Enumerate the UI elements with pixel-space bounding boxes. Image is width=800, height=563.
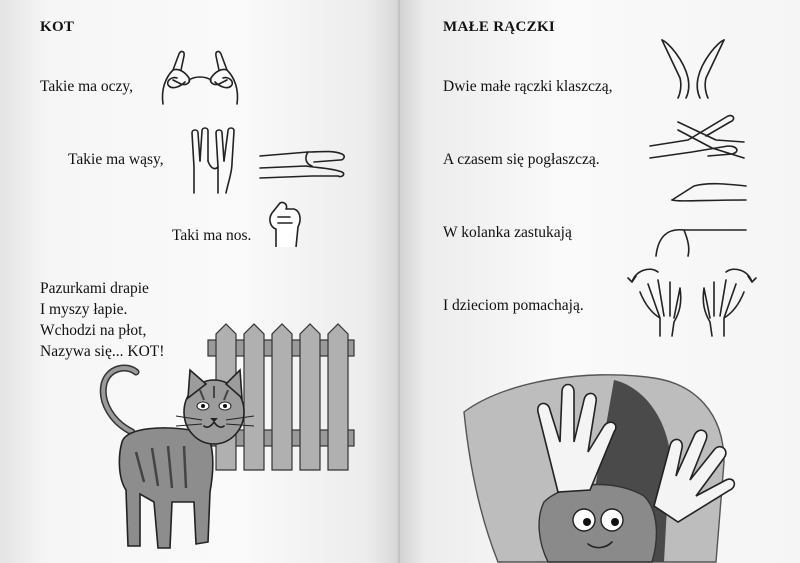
knee-tapping-hand-icon [652,178,748,258]
fingers-whiskers-gesture-icon [188,127,244,195]
line-nose: Taki ma nos. [172,227,252,244]
poem-title-kot: KOT [40,19,75,35]
line-eyes: Takie ma oczy, [40,78,134,95]
fist-nose-gesture-icon [266,199,306,249]
waving-hands-icon [626,262,758,338]
poem-line: Nazywa się... KOT! [40,343,165,360]
fingers-whiskers-side-icon [258,142,348,182]
poem-line: Pazurkami drapie [40,280,149,297]
cat-icon [92,362,272,562]
hands-eyes-gesture-icon [155,42,245,112]
line-knees: W kolanka zastukają [443,224,572,241]
poem-title-male-raczki: MAŁE RĄCZKI [443,19,556,35]
page-right [400,0,800,563]
line-stroke: A czasem się pogłaszczą. [443,151,600,168]
poem-line: I myszy łapie. [40,301,128,318]
line-whiskers: Takie ma wąsy, [68,151,164,168]
poem-line: Wchodzi na płot, [40,322,147,339]
poem-kot [40,278,164,362]
stroking-hands-icon [648,112,748,168]
clapping-hands-icon [658,38,728,100]
line-clap: Dwie małe rączki klaszczą, [443,78,613,95]
child-waving-icon [464,372,764,562]
line-wave: I dzieciom pomachają. [443,297,584,314]
